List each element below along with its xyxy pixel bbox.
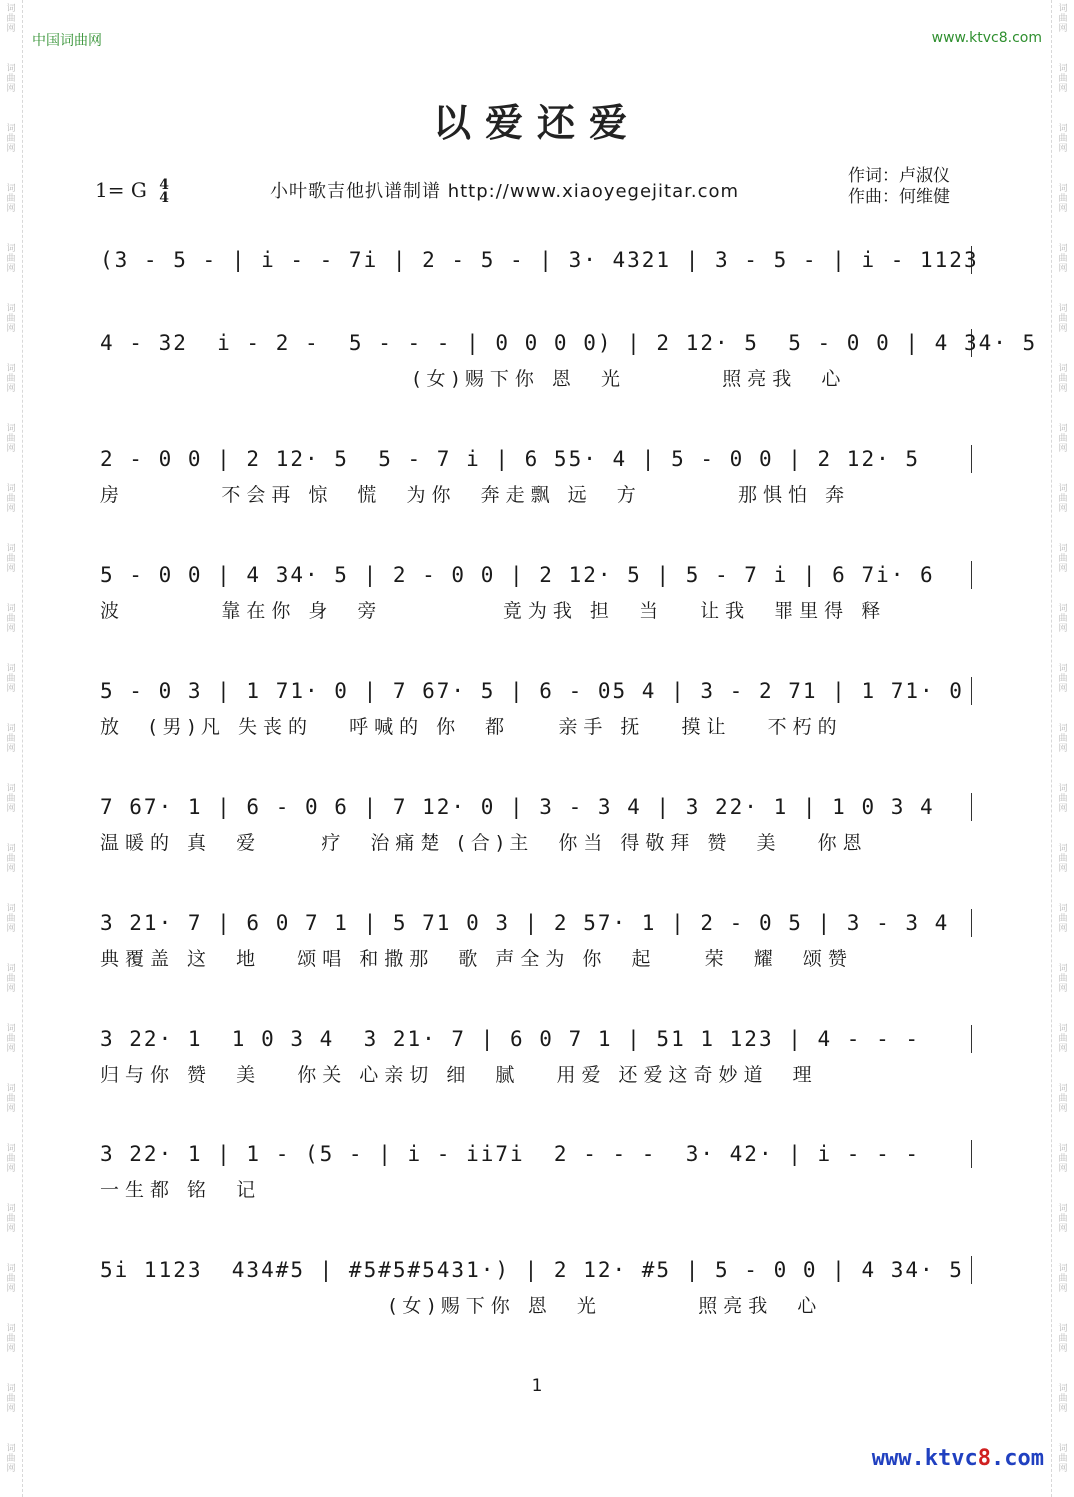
- score-row: [100, 441, 972, 551]
- watermark-text: 词 曲 网: [1058, 1264, 1068, 1294]
- watermark-text: 词 曲 网: [1058, 364, 1068, 394]
- watermark-text: 词 曲 网: [1058, 1024, 1068, 1054]
- notation-line: (3 - 5 - | i - - 7i | 2 - 5 - | 3· 4321 | 3 - 5 - | i - 1123: [100, 248, 979, 272]
- notation-line: 4 - 32 i - 2 - 5 - - - | 0 0 0 0) | 2 12· 5 5 - 0 0 | 4 34· 5: [100, 331, 1038, 355]
- transcriber-credit: 小叶歌吉他扒谱制谱 http://www.xiaoyegejitar.com: [270, 181, 740, 202]
- key-signature: [95, 178, 169, 205]
- lyrics-line: 一生都 铭 记: [100, 1179, 262, 1201]
- watermark-column-left: [0, 0, 23, 1497]
- watermark-text: 词 曲 网: [1058, 124, 1068, 154]
- watermark-text: 词 曲 网: [1058, 1144, 1068, 1174]
- notation-line: 5i 1123 434#5 | #5#5#5431·) | 2 12· #5 | 5 - 0 0 | 4 34· 5: [100, 1258, 964, 1282]
- time-denominator: 4: [159, 189, 169, 206]
- watermark-text: 词 曲 网: [6, 1444, 16, 1474]
- watermark-text: 词 曲 网: [6, 424, 16, 454]
- footer-logo-part: 8: [977, 1446, 992, 1471]
- score-row: [100, 1252, 972, 1362]
- watermark-text: 词 曲 网: [1058, 784, 1068, 814]
- watermark-text: 词 曲 网: [1058, 904, 1068, 934]
- score-row: [100, 1136, 972, 1246]
- site-url-right[interactable]: www.ktvc8.com: [931, 30, 1042, 46]
- notation-line: 5 - 0 3 | 1 71· 0 | 7 67· 5 | 6 - 05 4 | 3 - 2 71 | 1 71· 0: [100, 679, 964, 703]
- watermark-text: 词 曲 网: [1058, 1324, 1068, 1354]
- watermark-column-right: [1051, 0, 1074, 1497]
- watermark-text: 词 曲 网: [1058, 1384, 1068, 1414]
- lyrics-line: 温暖的 真 爱 疗 治痛楚 (合)主 你当 得敬拜 赞 美 你恩: [100, 832, 868, 854]
- watermark-text: 词 曲 网: [6, 1084, 16, 1114]
- watermark-text: 词 曲 网: [6, 904, 16, 934]
- song-title: 以爱还爱: [432, 100, 641, 145]
- notation-line: 5 - 0 0 | 4 34· 5 | 2 - 0 0 | 2 12· 5 | 5 - 7 i | 6 7i· 6: [100, 563, 935, 587]
- watermark-text: 词 曲 网: [6, 664, 16, 694]
- watermark-text: 词 曲 网: [6, 544, 16, 574]
- watermark-text: 词 曲 网: [6, 604, 16, 634]
- time-signature: [159, 176, 169, 206]
- watermark-text: 词 曲 网: [1058, 4, 1068, 34]
- watermark-text: 词 曲 网: [6, 4, 16, 34]
- footer-logo-part: .com: [991, 1446, 1044, 1471]
- lyrics-line: 房 不会再 惊 慌 为你 奔走飘 远 方 那惧怕 奔: [100, 484, 851, 506]
- score-row: [100, 325, 1038, 435]
- watermark-text: 词 曲 网: [1058, 304, 1068, 334]
- watermark-text: 词 曲 网: [6, 964, 16, 994]
- watermark-text: 词 曲 网: [1058, 1444, 1068, 1474]
- notation-line: 3 22· 1 | 1 - (5 - | i - ii7i 2 - - - 3· 42· | i - - -: [100, 1142, 921, 1166]
- site-brand-left[interactable]: 中国词曲网: [32, 33, 102, 49]
- authors-block: [848, 166, 950, 208]
- watermark-text: 词 曲 网: [1058, 664, 1068, 694]
- watermark-text: 词 曲 网: [6, 1204, 16, 1234]
- lyrics-line: 典覆盖 这 地 颂唱 和撒那 歌 声全为 你 起 荣 耀 颂赞: [100, 948, 853, 970]
- watermark-text: 词 曲 网: [1058, 484, 1068, 514]
- watermark-text: 词 曲 网: [6, 124, 16, 154]
- watermark-text: 词 曲 网: [1058, 424, 1068, 454]
- watermark-text: 词 曲 网: [6, 484, 16, 514]
- watermark-text: 词 曲 网: [1058, 724, 1068, 754]
- watermark-text: 词 曲 网: [1058, 964, 1068, 994]
- watermark-text: 词 曲 网: [6, 844, 16, 874]
- watermark-text: 词 曲 网: [6, 1324, 16, 1354]
- lyrics-line: (女)赐下你 恩 光 照亮我 心: [100, 1295, 823, 1317]
- composer: 作曲：何维健: [848, 187, 950, 207]
- notation-line: 2 - 0 0 | 2 12· 5 5 - 7 i | 6 55· 4 | 5 - 0 0 | 2 12· 5: [100, 447, 921, 471]
- lyrics-line: 放 (男)凡 失丧的 呼喊的 你 都 亲手 抚 摸让 不朽的: [100, 716, 843, 738]
- watermark-text: 词 曲 网: [6, 64, 16, 94]
- watermark-text: 词 曲 网: [1058, 184, 1068, 214]
- watermark-text: 词 曲 网: [6, 184, 16, 214]
- footer-logo[interactable]: [872, 1446, 1044, 1471]
- watermark-text: 词 曲 网: [6, 304, 16, 334]
- watermark-text: 词 曲 网: [6, 1384, 16, 1414]
- watermark-text: 词 曲 网: [6, 244, 16, 274]
- watermark-text: 词 曲 网: [1058, 244, 1068, 274]
- notation-line: 3 21· 7 | 6 0 7 1 | 5 71 0 3 | 2 57· 1 | 2 - 0 5 | 3 - 3 4: [100, 911, 950, 935]
- lyricist: 作词：卢淑仪: [848, 166, 950, 186]
- watermark-text: 词 曲 网: [6, 364, 16, 394]
- notation-line: 3 22· 1 1 0 3 4 3 21· 7 | 6 0 7 1 | 51 1 123 | 4 - - -: [100, 1027, 921, 1051]
- watermark-text: 词 曲 网: [1058, 844, 1068, 874]
- watermark-text: 词 曲 网: [1058, 64, 1068, 94]
- time-numerator: 4: [159, 176, 169, 193]
- watermark-text: 词 曲 网: [1058, 544, 1068, 574]
- watermark-text: 词 曲 网: [1058, 1084, 1068, 1114]
- page-number: 1: [531, 1376, 543, 1396]
- lyrics-line: 波 靠在你 身 旁 竟为我 担 当 让我 罪里得 释: [100, 600, 887, 622]
- footer-logo-part: www.ktvc: [871, 1446, 978, 1471]
- lyrics-line: (女)赐下你 恩 光 照亮我 心: [100, 368, 847, 390]
- watermark-text: 词 曲 网: [6, 784, 16, 814]
- watermark-text: 词 曲 网: [6, 1144, 16, 1174]
- notation-line: 7 67· 1 | 6 - 0 6 | 7 12· 0 | 3 - 3 4 | 3 22· 1 | 1 0 3 4: [100, 795, 935, 819]
- score-row: [100, 673, 972, 783]
- watermark-text: 词 曲 网: [1058, 604, 1068, 634]
- watermark-text: 词 曲 网: [6, 1264, 16, 1294]
- watermark-text: 词 曲 网: [1058, 1204, 1068, 1234]
- score-row: [100, 905, 972, 1015]
- score-row: [100, 789, 972, 899]
- watermark-text: 词 曲 网: [6, 1024, 16, 1054]
- lyrics-line: 归与你 赞 美 你关 心亲切 细 腻 用爱 还爱这奇妙道 理: [100, 1064, 818, 1086]
- watermark-text: 词 曲 网: [6, 724, 16, 754]
- key-label: 1= G: [95, 178, 147, 202]
- score-row: [100, 557, 972, 667]
- score-row: [100, 1021, 972, 1131]
